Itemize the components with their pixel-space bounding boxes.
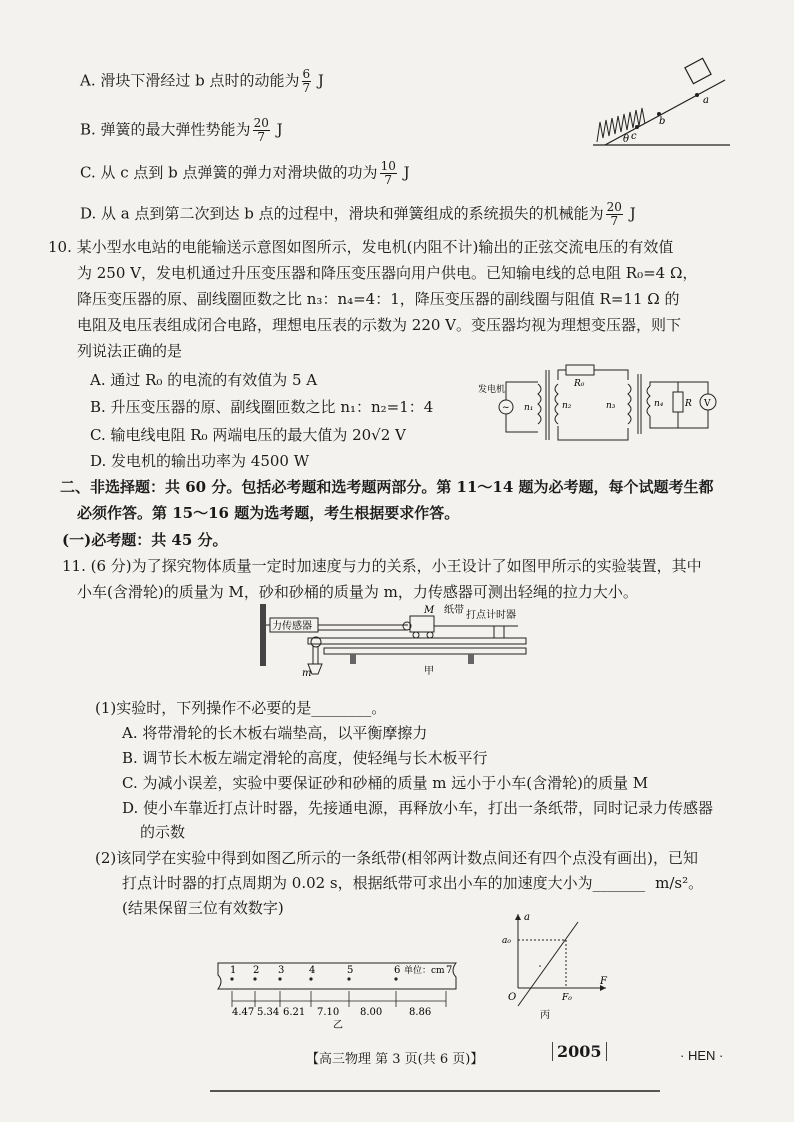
bucket-mass-label: m xyxy=(302,668,312,679)
q11-part1: (1)实验时，下列操作不必要的是________。 xyxy=(95,699,387,717)
label-b: b xyxy=(659,116,666,127)
q9-option-b: B. 弹簧的最大弹性势能为 $\frac{20}{7}$ J xyxy=(80,116,283,144)
segment-3: 6.21 xyxy=(283,1007,306,1018)
q11-part2-line1: (2)该同学在实验中得到如图乙所示的一条纸带(相邻两计数点间还有四个点没有画出)，已知 xyxy=(95,849,698,867)
q10-option-c: C. 输电线电阻 R₀ 两端电压的最大值为 20√2 V xyxy=(90,426,406,444)
voltmeter-label: V xyxy=(704,399,711,409)
tape-label: 纸带 xyxy=(444,605,464,616)
figure-label-yi: 乙 xyxy=(333,1020,343,1030)
tape-point-1: 1 xyxy=(230,965,237,976)
n1-label: n₁ xyxy=(524,403,534,413)
paper-tape-figure xyxy=(212,955,464,1030)
q11-option-d-cont: 的示数 xyxy=(140,823,186,841)
tape-unit: 单位：cm xyxy=(404,966,445,976)
n4-label: n₄ xyxy=(654,399,664,409)
q11-option-a: A. 将带滑轮的长木板右端垫高，以平衡摩擦力 xyxy=(122,724,428,742)
section2-heading-line1: 二、非选择题：共 60 分。包括必考题和选考题两部分。第 11～14 题为必考题，每个试题考生都 xyxy=(60,478,714,496)
tape-point-5: 5 xyxy=(347,965,354,976)
f0-label: F₀ xyxy=(562,993,572,1003)
q10-line-5: 列说法正确的是 xyxy=(77,342,183,360)
tape-point-6: 6 xyxy=(394,965,401,976)
section2-heading-line2: 必须作答。第 15～16 题为选考题，考生根据要求作答。 xyxy=(77,504,460,522)
a0-label: a₀ xyxy=(502,936,511,946)
q10-line-3: 降压变压器的原、副线圈匝数之比 n₃：n₄=4：1，降压变压器的副线圈与阻值 R=11 Ω 的 xyxy=(77,290,680,308)
segment-5: 8.00 xyxy=(360,1007,383,1018)
q10-option-a: A. 通过 R₀ 的电流的有效值为 5 A xyxy=(90,371,318,389)
axis-f-label: F xyxy=(600,976,607,987)
footer-tag: · HEN · xyxy=(680,1048,724,1063)
cart-mass-label: M xyxy=(424,605,435,616)
segment-1: 4.47 xyxy=(232,1007,255,1018)
q9-option-c: C. 从 c 点到 b 点弹簧的弹力对滑块做的功为 $\frac{10}{7}$ J xyxy=(80,159,410,187)
q11-line-1: 11. (6 分)为了探究物体质量一定时加速度与力的关系，小王设计了如图甲所示的实验装置，其中 xyxy=(62,557,702,575)
q11-part2-line2: 打点计时器的打点周期为 0.02 s，根据纸带可求出小车的加速度大小为_______ m/s²。 xyxy=(122,874,704,892)
q11-line-2: 小车(含滑轮)的质量为 M，砂和砂桶的质量为 m，力传感器可测出轻绳的拉力大小。 xyxy=(77,583,638,601)
q10-line-2: 为 250 V，发电机通过升压变压器和降压变压器向用户供电。已知输电线的总电阻 R₀=4 Ω， xyxy=(77,264,698,282)
sensor-label: 力传感器 xyxy=(272,621,312,632)
power-transmission-circuit xyxy=(478,362,724,444)
figure-label-jia: 甲 xyxy=(424,666,434,677)
fraction: $\frac{20}{7}$ xyxy=(606,200,622,228)
q9-option-a-text: A. 滑块下滑经过 b 点时的动能为 xyxy=(80,71,300,90)
label-a: a xyxy=(703,95,709,106)
q10-option-b: B. 升压变压器的原、副线圈匝数之比 n₁：n₂=1：4 xyxy=(90,398,434,416)
generator-label: 发电机 xyxy=(478,385,506,395)
segment-6: 8.86 xyxy=(409,1007,432,1018)
r0-label: R₀ xyxy=(574,379,585,389)
acceleration-force-graph xyxy=(496,908,612,1020)
page-footer: 【高三物理 第 3 页(共 6 页)】 xyxy=(306,1052,484,1067)
r-label: R xyxy=(685,399,692,409)
bottom-rule xyxy=(210,1090,660,1092)
axis-a-label: a xyxy=(524,912,530,923)
fraction: $\frac{6}{7}$ xyxy=(302,67,311,95)
n2-label: n₂ xyxy=(562,401,572,411)
q9-option-a: A. 滑块下滑经过 b 点时的动能为 $\frac{6}{7}$ J xyxy=(80,67,324,95)
tape-point-7: 7 xyxy=(446,965,453,976)
label-c: c xyxy=(631,131,637,142)
fraction: $\frac{20}{7}$ xyxy=(253,116,269,144)
q10-line-4: 电阻及电压表组成闭合电路，理想电压表的示数为 220 V。变压器均视为理想变压器，则下 xyxy=(77,316,682,334)
label-theta: θ xyxy=(623,134,630,145)
tape-point-2: 2 xyxy=(253,965,260,976)
q10-option-d: D. 发电机的输出功率为 4500 W xyxy=(90,452,310,470)
origin-label: O xyxy=(508,992,517,1003)
q11-option-d: D. 使小车靠近打点计时器，先接通电源，再释放小车，打出一条纸带，同时记录力传感器 xyxy=(122,799,714,817)
answer-blank[interactable]: _______ xyxy=(592,874,646,892)
segment-4: 7.10 xyxy=(317,1007,340,1018)
experiment-apparatus-figure xyxy=(258,604,530,686)
required-section-heading: (一)必考题：共 45 分。 xyxy=(62,531,228,549)
timer-label: 打点计时器 xyxy=(466,610,516,621)
n3-label: n₃ xyxy=(606,401,616,411)
svg-text:~: ~ xyxy=(502,403,510,413)
segment-2: 5.34 xyxy=(257,1007,280,1018)
fraction: $\frac{10}{7}$ xyxy=(380,159,396,187)
incline-spring-figure xyxy=(585,50,735,155)
figure-label-bing: 丙 xyxy=(540,1010,550,1020)
q11-option-c: C. 为减小误差，实验中要保证砂和砂桶的质量 m 远小于小车(含滑轮)的质量 M xyxy=(122,774,649,792)
q11-option-b: B. 调节长木板左端定滑轮的高度，使轻绳与长木板平行 xyxy=(122,749,488,767)
q9-option-d: D. 从 a 点到第二次到达 b 点的过程中，滑块和弹簧组成的系统损失的机械能为 $\frac{20}{7}$ J xyxy=(80,200,636,228)
tape-point-3: 3 xyxy=(278,965,285,976)
exam-code: 2005 xyxy=(552,1042,607,1061)
tape-point-4: 4 xyxy=(309,965,316,976)
q10-line-1: 10. 某小型水电站的电能输送示意图如图所示，发电机(内阻不计)输出的正弦交流电压的有效值 xyxy=(48,238,674,256)
q11-part2-note: (结果保留三位有效数字) xyxy=(122,899,284,917)
